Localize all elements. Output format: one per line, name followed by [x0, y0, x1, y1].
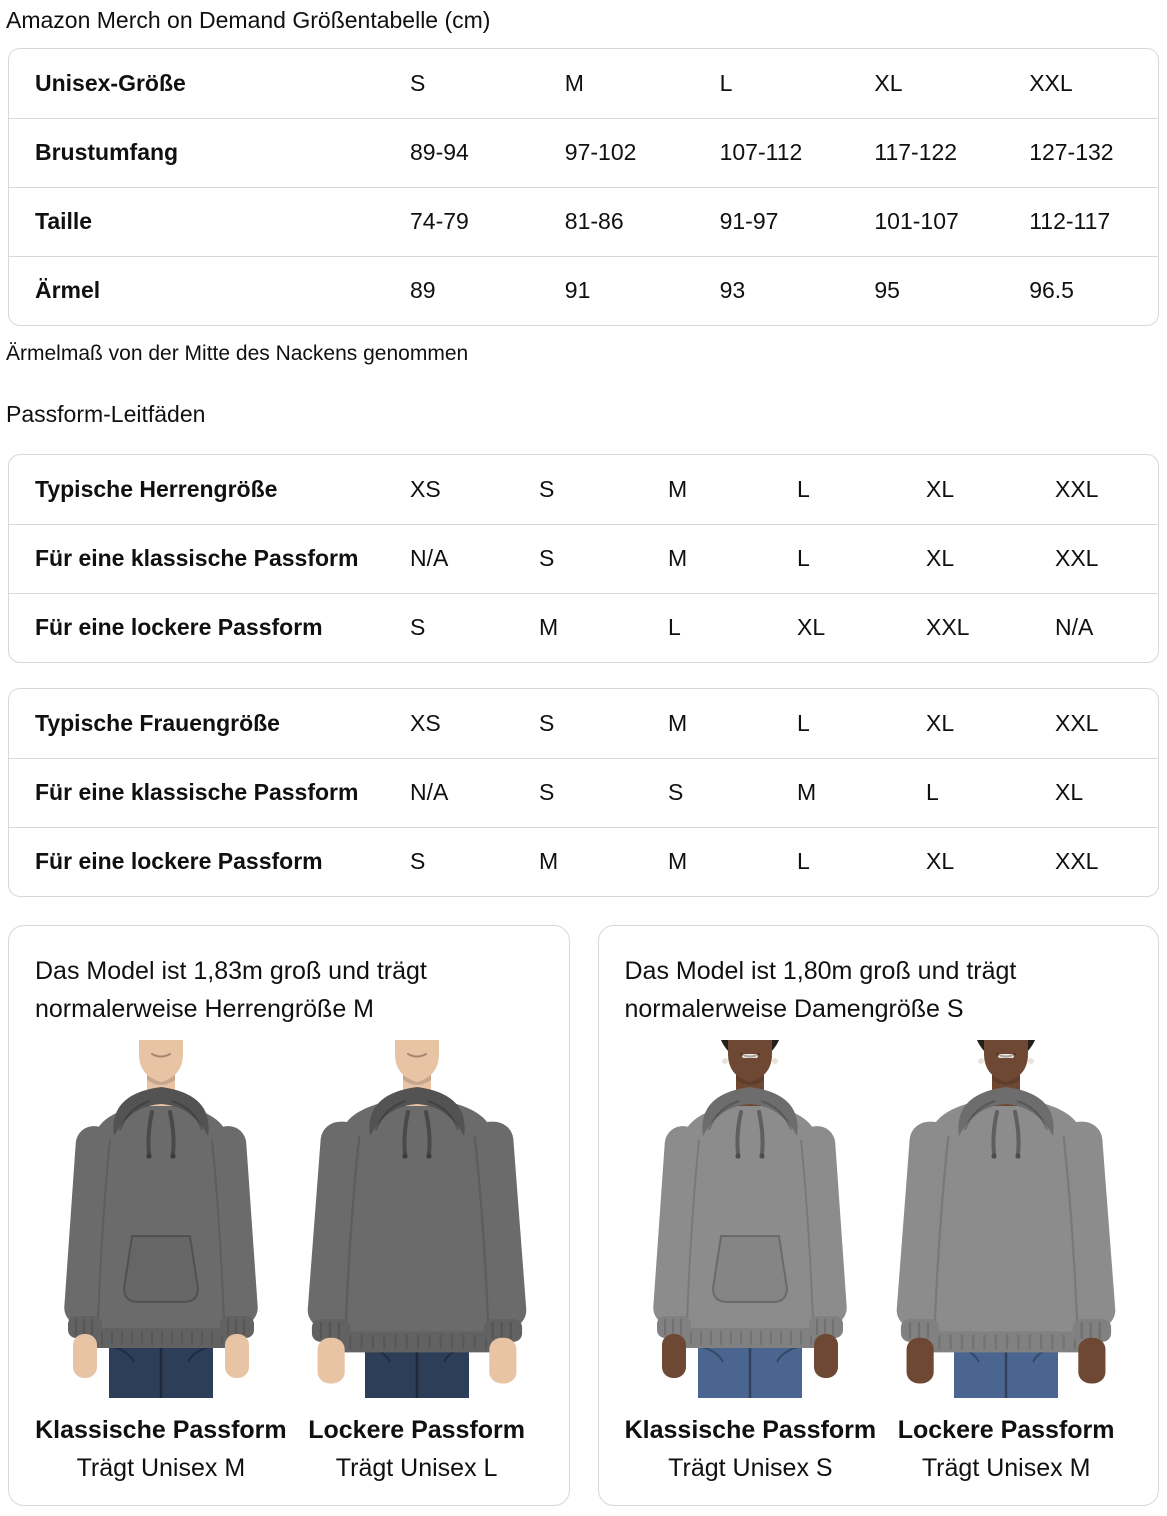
fit-guides-heading: Passform-Leitfäden [6, 401, 206, 427]
fit-caption: Lockere Passform [308, 1416, 526, 1444]
table-cell: XL [926, 475, 955, 502]
table-cell: S [513, 758, 642, 827]
table-cell: S [539, 709, 555, 736]
table-row [9, 118, 1158, 187]
table-cell: 89 [384, 256, 539, 325]
table-row [9, 593, 1158, 662]
men-fit-table-card [8, 454, 1159, 663]
sleeve-measure-note: Ärmelmaß von der Mitte des Nackens genommen [6, 342, 469, 365]
table-cell: S [539, 475, 555, 502]
table-row [9, 758, 1158, 827]
fit-caption: Lockere Passform [897, 1416, 1115, 1444]
fit-caption: Klassische Passform [35, 1416, 287, 1444]
size-caption: Trägt Unisex S [668, 1454, 833, 1482]
table-cell: L [771, 524, 900, 593]
model-description: Das Model ist 1,80m groß und trägt normalerweise Damengröße S [624, 957, 1017, 1023]
row-label: Taille [9, 187, 384, 256]
table-cell: M [771, 758, 900, 827]
row-label: Ärmel [9, 256, 384, 325]
table-cell: 101-107 [848, 187, 1003, 256]
table-cell: S [642, 758, 771, 827]
model-photo-woman-classic [635, 1040, 865, 1398]
table-cell: N/A [1029, 593, 1158, 662]
table-cell: XXL [1029, 827, 1158, 896]
table-cell: XXL [1055, 709, 1099, 736]
size-caption: Trägt Unisex M [921, 1454, 1091, 1482]
table-cell: L [797, 475, 810, 502]
table-row [9, 455, 1158, 524]
table-cell: 112-117 [1003, 187, 1158, 256]
model-card-women [598, 925, 1160, 1506]
table-cell: 91-97 [694, 187, 849, 256]
model-photo-woman-loose [891, 1040, 1121, 1398]
table-cell: XL [900, 827, 1029, 896]
table-cell: L [719, 69, 733, 96]
row-label: Für eine klassische Passform [9, 758, 384, 827]
size-table-card [8, 48, 1159, 326]
fit-caption: Klassische Passform [624, 1416, 877, 1444]
table-cell: L [797, 709, 810, 736]
table-cell: XL [771, 593, 900, 662]
size-caption: Trägt Unisex L [335, 1454, 498, 1482]
table-cell: S [410, 69, 426, 96]
table-cell: 74-79 [384, 187, 539, 256]
model-photo-man-loose [302, 1040, 532, 1398]
table-cell: 97-102 [539, 118, 694, 187]
table-row [9, 827, 1158, 896]
table-cell: M [668, 709, 688, 736]
figure-loose-fit [878, 1040, 1134, 1483]
table-cell: 117-122 [848, 118, 1003, 187]
model-photo-man-classic [46, 1040, 276, 1398]
table-cell: XL [900, 524, 1029, 593]
table-cell: XXL [1029, 524, 1158, 593]
table-cell: M [564, 69, 584, 96]
row-label: Für eine lockere Passform [9, 593, 384, 662]
row-label: Unisex-Größe [35, 69, 186, 96]
table-cell: 96.5 [1003, 256, 1158, 325]
table-cell: L [900, 758, 1029, 827]
table-cell: XXL [900, 593, 1029, 662]
table-cell: 95 [848, 256, 1003, 325]
table-cell: L [771, 827, 900, 896]
table-cell: L [642, 593, 771, 662]
model-cards-row [8, 925, 1159, 1506]
table-cell: M [642, 827, 771, 896]
figure-classic-fit [33, 1040, 289, 1483]
table-cell: 127-132 [1003, 118, 1158, 187]
figures-row [33, 1040, 545, 1483]
table-cell: 107-112 [694, 118, 849, 187]
table-cell: S [384, 827, 513, 896]
table-cell: XXL [1029, 69, 1073, 96]
row-label: Typische Herrengröße [35, 475, 278, 502]
table-cell: M [513, 827, 642, 896]
row-label: Für eine klassische Passform [9, 524, 384, 593]
model-description: Das Model ist 1,83m groß und trägt normalerweise Herrengröße M [35, 957, 427, 1023]
size-table [9, 49, 1158, 325]
table-row [9, 256, 1158, 325]
model-card-men [8, 925, 570, 1506]
table-cell: XS [410, 709, 441, 736]
table-row [9, 187, 1158, 256]
figure-classic-fit [623, 1040, 879, 1483]
table-cell: M [642, 524, 771, 593]
table-cell: XXL [1055, 475, 1099, 502]
women-fit-table [9, 689, 1158, 896]
table-cell: S [384, 593, 513, 662]
table-cell: M [513, 593, 642, 662]
figure-loose-fit [289, 1040, 545, 1483]
table-row [9, 49, 1158, 118]
table-cell: M [668, 475, 688, 502]
table-row [9, 524, 1158, 593]
size-caption: Trägt Unisex M [76, 1454, 246, 1482]
row-label: Brustumfang [9, 118, 384, 187]
table-row [9, 689, 1158, 758]
table-cell: 93 [694, 256, 849, 325]
table-cell: XL [1029, 758, 1158, 827]
women-fit-table-card [8, 688, 1159, 897]
row-label: Typische Frauengröße [35, 709, 280, 736]
table-cell: 89-94 [384, 118, 539, 187]
table-cell: XL [926, 709, 955, 736]
table-cell: N/A [384, 524, 513, 593]
men-fit-table [9, 455, 1158, 662]
table-cell: XL [874, 69, 903, 96]
figures-row [623, 1040, 1135, 1483]
table-cell: 81-86 [539, 187, 694, 256]
page-title: Amazon Merch on Demand Größentabelle (cm) [6, 7, 491, 33]
table-cell: XS [410, 475, 441, 502]
table-cell: 91 [539, 256, 694, 325]
row-label: Für eine lockere Passform [9, 827, 384, 896]
table-cell: N/A [384, 758, 513, 827]
table-cell: S [513, 524, 642, 593]
